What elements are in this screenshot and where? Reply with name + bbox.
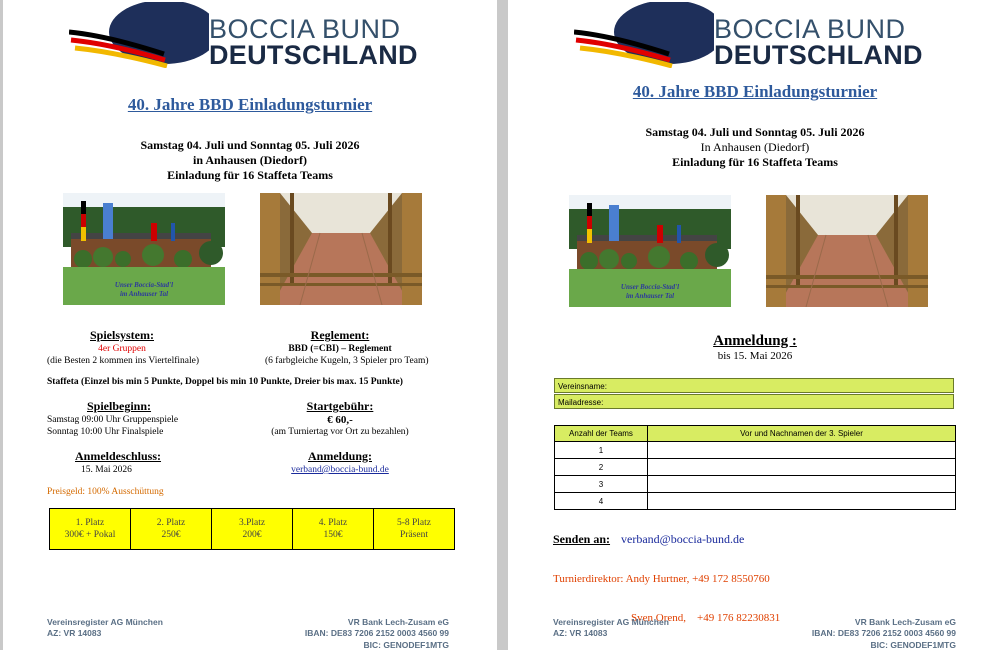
page-title: 40. Jahre BBD Einladungsturnier [127,95,373,114]
team-number-cell: 4 [555,493,648,510]
player-names-cell[interactable] [648,493,956,510]
logo-line-1: BOCCIA BUND [209,14,401,44]
footer-bic: BIC: GENODEF1MTG [363,640,449,650]
teams-table [554,425,956,510]
turnierdirektor-line-1: Turnierdirektor: Andy Hurtner, +49 172 8550760 [553,573,770,585]
staffeta-line: Staffeta (Einzel bis min 5 Punkte, Doppel bis min 10 Punkte, Dreier bis max. 15 Punkte) [47,377,403,387]
vereinsname-field[interactable]: Vereinsname: [554,378,954,393]
anmeldung-label: Anmeldung: [307,449,372,463]
anmeldeschluss-value: 15. Mai 2026 [81,465,132,475]
registration-page [508,0,1002,650]
footer-bank: VR Bank Lech-Zusam eG [854,617,956,627]
logo-line-2: DEUTSCHLAND [209,40,418,70]
prize-table [49,508,455,550]
senden-email-link[interactable]: verband@boccia-bund.de [621,532,745,546]
prize-amount: 200€ [242,530,262,540]
prize-place: 4. Platz [318,518,348,528]
location-line: In Anhausen (Diedorf) [700,140,810,154]
spielsystem-value: 4er Gruppen [98,344,146,354]
senden-label: Senden an: [553,532,611,546]
prize-place: 1. Platz [75,518,105,528]
venue-interior-photo [766,195,928,307]
spielbeginn-line-2: Sonntag 10:00 Uhr Finalspiele [47,427,164,437]
mailadresse-field[interactable]: Mailadresse: [554,394,954,409]
prize-amount: 250€ [161,530,181,540]
venue-exterior-photo [63,193,225,305]
footer-register: Vereinsregister AG München [553,617,669,627]
prize-cell [374,509,455,550]
logo-swoosh-icon [574,2,714,68]
prize-place: 5-8 Platz [396,518,432,528]
spielbeginn-line-1: Samstag 09:00 Uhr Gruppenspiele [47,415,179,425]
photo-caption-1: Unser Boccia-Stad'l [620,283,680,291]
team-number-cell: 1 [555,442,648,459]
prize-cell [293,509,374,550]
footer-az: AZ: VR 14083 [47,628,102,638]
venue-interior-photo [260,193,422,305]
player-names-cell[interactable] [648,442,956,459]
invitation-page [3,0,497,650]
anmeldeschluss-label: Anmeldeschluss: [75,449,162,463]
footer-az: AZ: VR 14083 [553,628,608,638]
player-names-cell[interactable] [648,476,956,493]
player-names-cell[interactable] [648,459,956,476]
bbd-logo [574,2,954,68]
startgebuehr-label: Startgebühr: [306,399,374,413]
anmeldung-email-link[interactable]: verband@boccia-bund.de [291,465,389,475]
spielsystem-note: (die Besten 2 kommen ins Viertelfinale) [47,356,200,366]
preisgeld-line: Preisgeld: 100% Ausschüttung [47,487,164,497]
spielbeginn-label: Spielbeginn: [87,399,152,413]
anmeldung-deadline: bis 15. Mai 2026 [717,350,793,362]
prize-cell [50,509,131,550]
teams-count-header: Anzahl der Teams [555,426,648,442]
date-line: Samstag 04. Juli und Sonntag 05. Juli 2026 [645,125,865,139]
prize-amount: 300€ + Pokal [64,530,116,540]
table-row [555,442,956,459]
prize-amount: Präsent [400,530,428,540]
photo-caption-2: im Anhauser Tal [119,290,169,298]
invitation-line: Einladung für 16 Staffeta Teams [167,168,333,182]
footer-bic: BIC: GENODEF1MTG [870,640,956,650]
date-line: Samstag 04. Juli und Sonntag 05. Juli 2026 [140,138,360,152]
photo-caption-1: Unser Boccia-Stad'l [114,281,174,289]
page-title: 40. Jahre BBD Einladungsturnier [632,82,878,101]
table-row [555,476,956,493]
logo-swoosh-icon [69,2,209,68]
startgebuehr-value: € 60,- [327,414,353,426]
prize-place: 2. Platz [156,518,186,528]
turnierdirektor-line-2: Sven Orend, +49 176 82230831 [631,612,781,624]
reglement-note: (6 farbgleiche Kugeln, 3 Spieler pro Team) [265,356,429,366]
logo-line-1: BOCCIA BUND [714,14,906,44]
logo-line-2: DEUTSCHLAND [714,40,923,70]
footer-register: Vereinsregister AG München [47,617,163,627]
prize-cell [212,509,293,550]
table-row [555,459,956,476]
location-line: in Anhausen (Diedorf) [192,153,308,167]
prize-cell [131,509,212,550]
bbd-logo [69,2,449,68]
footer-iban: IBAN: DE83 7206 2152 0003 4560 99 [304,628,449,638]
team-number-cell: 2 [555,459,648,476]
photo-caption-2: im Anhauser Tal [625,292,675,300]
spielsystem-label: Spielsystem: [90,328,154,342]
reglement-label: Reglement: [310,328,370,342]
invitation-line: Einladung für 16 Staffeta Teams [672,155,838,169]
venue-exterior-photo [569,195,731,307]
anmeldung-heading: Anmeldung : [713,333,797,349]
reglement-value: BBD (=CBI) – Reglement [288,344,392,354]
team-number-cell: 3 [555,476,648,493]
startgebuehr-note: (am Turniertag vor Ort zu bezahlen) [271,427,409,437]
footer-iban: IBAN: DE83 7206 2152 0003 4560 99 [811,628,956,638]
players-names-header: Vor und Nachnamen der 3. Spieler [648,426,956,442]
prize-place: 3.Platz [238,518,266,528]
table-row [555,493,956,510]
footer-bank: VR Bank Lech-Zusam eG [347,617,449,627]
prize-amount: 150€ [323,530,343,540]
